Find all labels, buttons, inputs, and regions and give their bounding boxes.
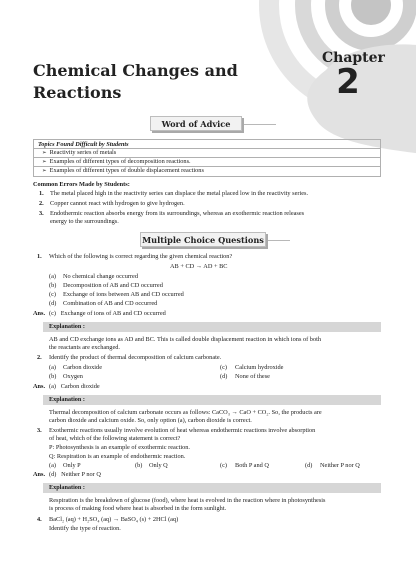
- explanation-text: the reactants are exchanged.: [49, 344, 120, 351]
- question-number: 4.: [37, 516, 42, 523]
- option-label: (c): [220, 462, 227, 469]
- error-text-continued: energy to the surroundings.: [50, 218, 119, 225]
- error-text: Copper cannot react with hydrogen to give hydrogen.: [50, 200, 185, 207]
- option-text: Combination of AB and CD occurred: [63, 300, 158, 307]
- option-text: No chemical change occurred: [63, 273, 138, 280]
- option-text: Decomposition of AB and CD occurred: [63, 282, 163, 289]
- option-text: Calcium hydroxide: [235, 364, 284, 371]
- option-label: (d): [305, 462, 313, 469]
- question-text: Identify the product of thermal decomposition of calcium carbonate.: [49, 354, 222, 361]
- explanation-text: AB and CD exchange ions as AD and BC. This is called double displacement reaction in which ions of both: [49, 336, 321, 343]
- answer-label: Ans.: [33, 471, 46, 478]
- explanation-text: Thermal decomposition of calcium carbonate occurs as follows: CaCO₃ → CaO + CO₂. So, the products are: [49, 409, 322, 416]
- option-label: (b): [49, 373, 57, 380]
- question-number: 1.: [37, 253, 42, 260]
- option-text: None of these: [235, 373, 270, 380]
- topic-item: ➢ Examples of different types of decomposition reactions.: [34, 158, 380, 167]
- error-text: The metal placed high in the reactivity series can displace the metal placed low in the reactivity series.: [50, 190, 309, 197]
- arrow-bullet-icon: ➢: [42, 150, 47, 156]
- chapter-label: Chapter: [322, 50, 385, 66]
- option-text: Carbon dioxide: [63, 364, 102, 371]
- answer-label: Ans.: [33, 310, 46, 317]
- question-text: Exothermic reactions usually involve evolution of heat whereas endothermic reactions involve absorption: [49, 427, 316, 434]
- explanation-text: carbon dioxide and calcium oxide. So, only option (a), carbon dioxide is correct.: [49, 417, 252, 424]
- option-label: (c): [49, 291, 56, 298]
- topic-item: ➢ Reactivity series of metals: [34, 149, 380, 158]
- option-text: Exchange of ions between AB and CD occurred: [63, 291, 184, 298]
- statement-p: P: Photosynthesis is an example of exothermic reaction.: [49, 444, 190, 451]
- question-text: Identify the type of reaction.: [49, 525, 121, 532]
- option-text: Both P and Q: [235, 462, 269, 469]
- explanation-text: is process of making food where heat is absorbed in the form sunlight.: [49, 505, 227, 512]
- answer-label: Ans.: [33, 383, 46, 390]
- option-text: Oxygen: [63, 373, 83, 380]
- question-text-continued: of heat, which of the following statement is correct?: [49, 435, 181, 442]
- question-text: Which of the following is correct regarding the given chemical reaction?: [49, 253, 233, 260]
- option-label: (d): [220, 373, 228, 380]
- question-number: 3.: [37, 427, 42, 434]
- option-label: (b): [135, 462, 143, 469]
- topics-title: Topics Found Difficult by Students: [34, 140, 380, 149]
- option-label: (a): [49, 273, 56, 280]
- option-text: Only P: [63, 462, 81, 469]
- chapter-number: 2: [336, 62, 360, 102]
- option-text: Only Q: [149, 462, 168, 469]
- arrow-bullet-icon: ➢: [42, 159, 47, 165]
- question-number: 2.: [37, 354, 42, 361]
- answer-text: (a) Carbon dioxide: [49, 383, 100, 390]
- option-label: (d): [49, 300, 57, 307]
- reaction-equation: AB + CD → AD + BC: [170, 263, 228, 270]
- error-text: Endothermic reaction absorbs energy from its surroundings, whereas an exothermic reaction releases: [50, 210, 305, 217]
- explanation-bar: Explanation :: [43, 395, 381, 405]
- statement-q: Q: Respiration is an example of endothermic reaction.: [49, 453, 186, 460]
- answer-text: (d) Neither P nor Q: [49, 471, 101, 478]
- option-label: (a): [49, 364, 56, 371]
- difficult-topics-box: [33, 139, 381, 177]
- option-label: (a): [49, 462, 56, 469]
- option-text: Neither P nor Q: [320, 462, 360, 469]
- reaction-equation: BaCl₂ (aq) + H₂SO₄ (aq) → BaSO₄ (s) + 2HCl (aq): [49, 516, 179, 523]
- option-label: (b): [49, 282, 57, 289]
- chapter-title: Chemical Changes and Reactions: [33, 61, 238, 102]
- explanation-bar: Explanation :: [43, 322, 381, 332]
- word-of-advice-heading: Word of Advice: [150, 116, 242, 131]
- explanation-bar: Explanation :: [43, 483, 381, 493]
- answer-text: (c) Exchange of ions of AB and CD occurred: [49, 310, 166, 317]
- explanation-text: Respiration is the breakdown of glucose (food), where heat is evolved in the reaction where in photosynthesis: [49, 497, 326, 504]
- common-errors-title: Common Errors Made by Students:: [33, 181, 130, 188]
- error-number: 2.: [39, 200, 44, 207]
- mcq-heading: Multiple Choice Questions: [140, 232, 266, 247]
- option-label: (c): [220, 364, 227, 371]
- error-number: 3.: [39, 210, 44, 217]
- topic-item: ➢ Examples of different types of double displacement reactions: [42, 167, 204, 174]
- arrow-bullet-icon: ➢: [42, 168, 47, 174]
- error-number: 1.: [39, 190, 44, 197]
